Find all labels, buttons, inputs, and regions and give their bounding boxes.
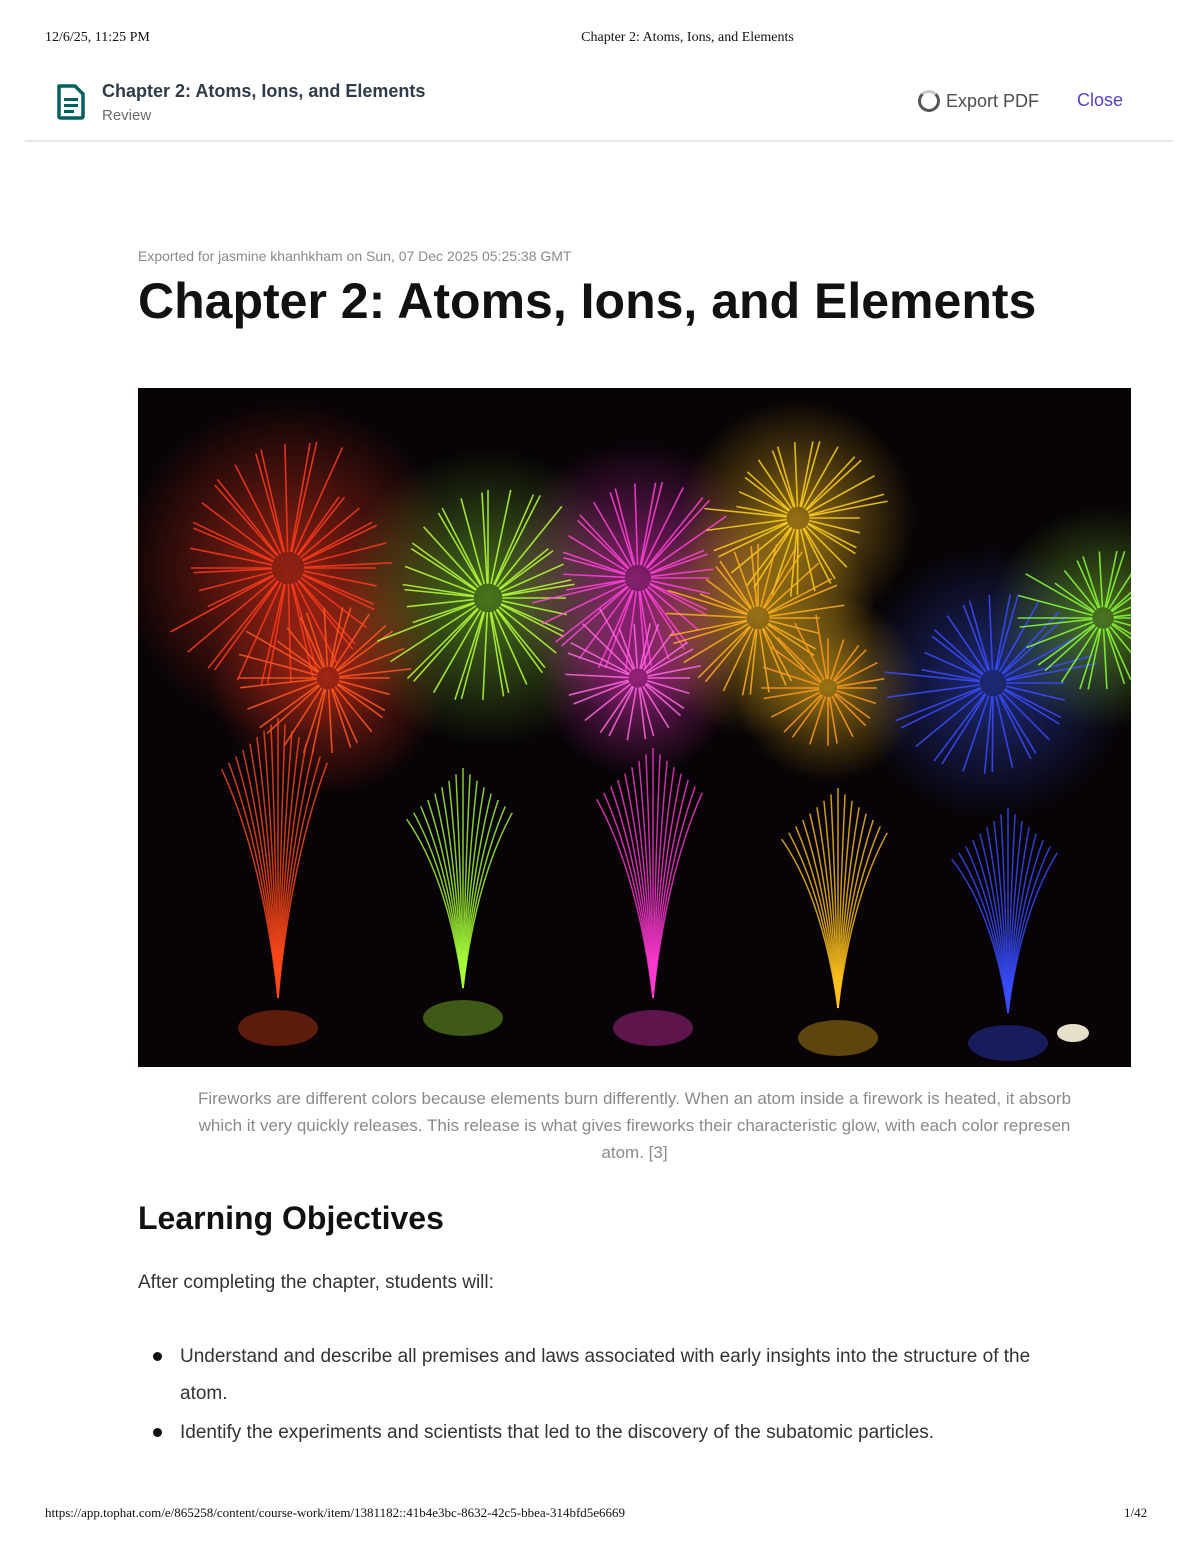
footer-page-number: 1/42: [1124, 1505, 1148, 1520]
print-page-title: Chapter 2: Atoms, Ions, and Elements: [581, 30, 794, 45]
loading-spinner-icon: [918, 90, 940, 112]
exported-note: Exported for jasmine khanhkham on Sun, 07 Dec 2025 05:25:38 GMT: [138, 248, 572, 264]
objectives-intro: After completing the chapter, students will:: [138, 1272, 494, 1293]
fireworks-illustration: [138, 388, 1131, 1067]
app-header: [25, 70, 1173, 142]
caption-line: Fireworks are different colors because elements burn differently. When an atom inside a firework is heated, it absorb: [197, 1089, 1072, 1108]
caption-line: atom. [3]: [601, 1143, 668, 1162]
objective-item: Understand and describe all premises and laws associated with early insights into the structure of the atom.: [148, 1338, 1068, 1412]
page-title: Chapter 2: Atoms, Ions, and Elements: [138, 273, 1037, 329]
learning-objectives-heading: Learning Objectives: [138, 1200, 444, 1236]
image-caption: [138, 1085, 1131, 1166]
objectives-list: [148, 1338, 1068, 1453]
export-pdf-button[interactable]: [918, 86, 1039, 116]
header-subtitle: Review: [102, 107, 152, 124]
header-title: Chapter 2: Atoms, Ions, and Elements: [102, 81, 426, 101]
fireworks-image: [138, 388, 1131, 1067]
print-footer: [0, 1505, 1200, 1525]
print-header: [0, 30, 1200, 50]
close-button[interactable]: Close: [1077, 90, 1124, 110]
print-datetime: 12/6/25, 11:25 PM: [45, 30, 150, 45]
objective-item: Identify the experiments and scientists that led to the discovery of the subatomic particles.: [148, 1414, 1068, 1451]
footer-url: https://app.tophat.com/e/865258/content/course-work/item/1381182::41b4e3bc-8632-42c5-bbea-314bfd5e6669: [45, 1505, 626, 1520]
document-icon: [55, 84, 87, 120]
export-pdf-label: Export PDF: [946, 90, 1040, 111]
caption-line: which it very quickly releases. This release is what gives fireworks their characteristic glow, with each color represen: [198, 1116, 1071, 1135]
